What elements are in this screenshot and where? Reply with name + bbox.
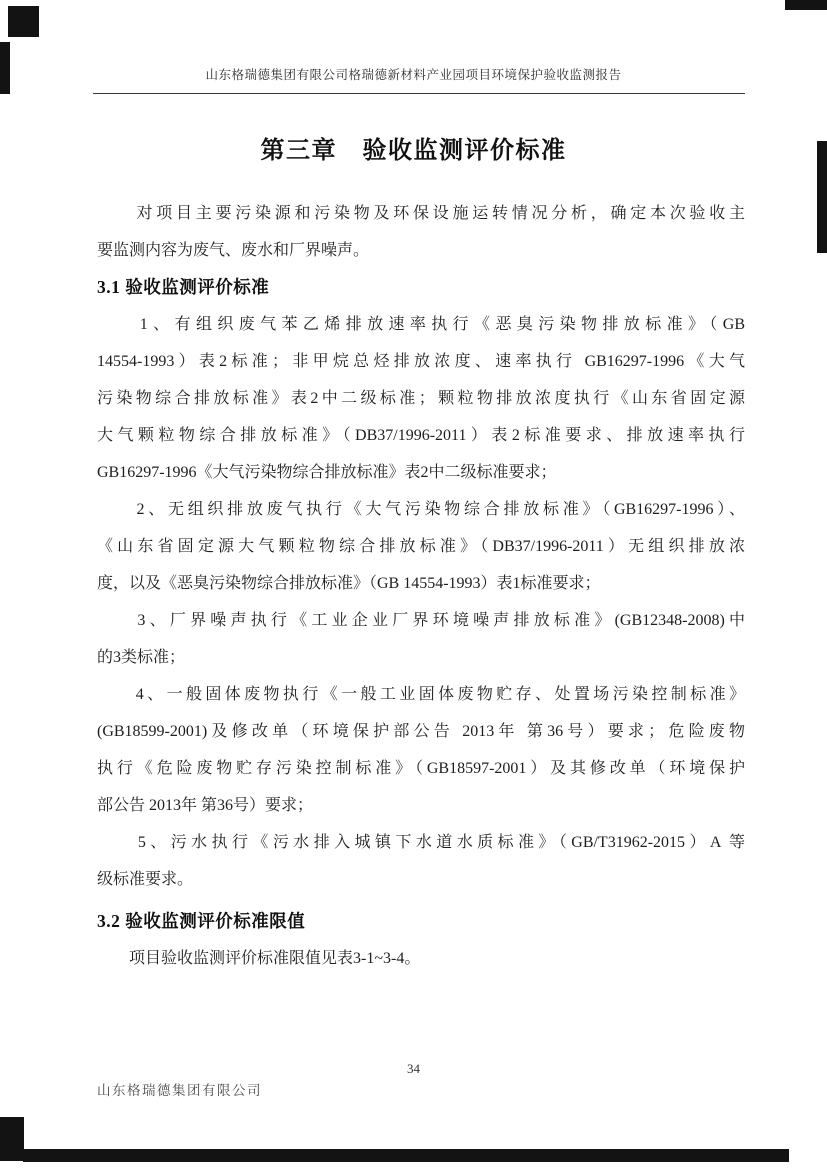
document-body <box>97 195 745 977</box>
footer-company-name: 山东格瑞德集团有限公司 <box>97 1083 262 1098</box>
scan-artifact <box>785 0 827 10</box>
body-line: 大气颗粒物综合排放标准》（DB37/1996-2011）表2标准要求、排放速率执行 <box>97 427 745 444</box>
body-line: 执行《危险废物贮存污染控制标准》（GB18597-2001）及其修改单（环境保护 <box>97 760 745 777</box>
body-line: 《山东省固定源大气颗粒物综合排放标准》（DB37/1996-2011）无组织排放浓 <box>97 538 745 555</box>
body-line: 级标准要求。 <box>97 871 194 888</box>
section-heading: 3.2 验收监测评价标准限值 <box>97 911 306 931</box>
body-line: 的3类标准； <box>97 649 186 666</box>
body-line: 对项目主要污染源和污染物及环保设施运转情况分析，确定本次验收主 <box>97 205 745 222</box>
body-line: 污染物综合排放标准》表2中二级标准；颗粒物排放浓度执行《山东省固定源 <box>97 390 745 407</box>
scan-artifact <box>23 1149 789 1162</box>
body-line: 要监测内容为废气、废水和厂界噪声。 <box>97 242 370 259</box>
body-line: 14554-1993）表2标准；非甲烷总烃排放浓度、速率执行 GB16297-1996《大气 <box>97 353 745 370</box>
page-header-title: 山东格瑞德集团有限公司格瑞德新材料产业园项目环境保护验收监测报告 <box>205 68 622 82</box>
body-line: 1、有组织废气苯乙烯排放速率执行《恶臭污染物排放标准》（GB <box>97 316 745 333</box>
body-line: 部公告 2013年 第36号）要求； <box>97 797 314 814</box>
scan-artifact <box>8 6 39 37</box>
body-line: 2、无组织排放废气执行《大气污染物综合排放标准》（GB16297-1996）、 <box>97 501 745 518</box>
body-line: (GB18599-2001)及修改单（环境保护部公告 2013年 第36号）要求；危险废物 <box>97 723 745 740</box>
chapter-title: 第三章 验收监测评价标准 <box>260 138 567 164</box>
body-line: 项目验收监测评价标准限值见表3-1~3-4。 <box>97 950 421 967</box>
body-line: 4、一般固体废物执行《一般工业固体废物贮存、处置场污染控制标准》 <box>97 686 745 703</box>
page-number: 34 <box>407 1061 420 1076</box>
body-line: 3、厂界噪声执行《工业企业厂界环境噪声排放标准》(GB12348-2008)中 <box>97 612 745 629</box>
scan-artifact <box>0 42 10 94</box>
body-line: GB16297-1996《大气污染物综合排放标准》表2中二级标准要求； <box>97 464 557 481</box>
header-rule <box>93 93 745 94</box>
body-line: 5、污水执行《污水排入城镇下水道水质标准》（GB/T31962-2015）A 等 <box>97 834 745 851</box>
scan-artifact <box>0 1117 24 1161</box>
scan-artifact <box>817 141 827 253</box>
body-line: 度，以及《恶臭污染物综合排放标准》（GB 14554-1993）表1标准要求； <box>97 575 601 592</box>
section-heading: 3.1 验收监测评价标准 <box>97 277 270 297</box>
